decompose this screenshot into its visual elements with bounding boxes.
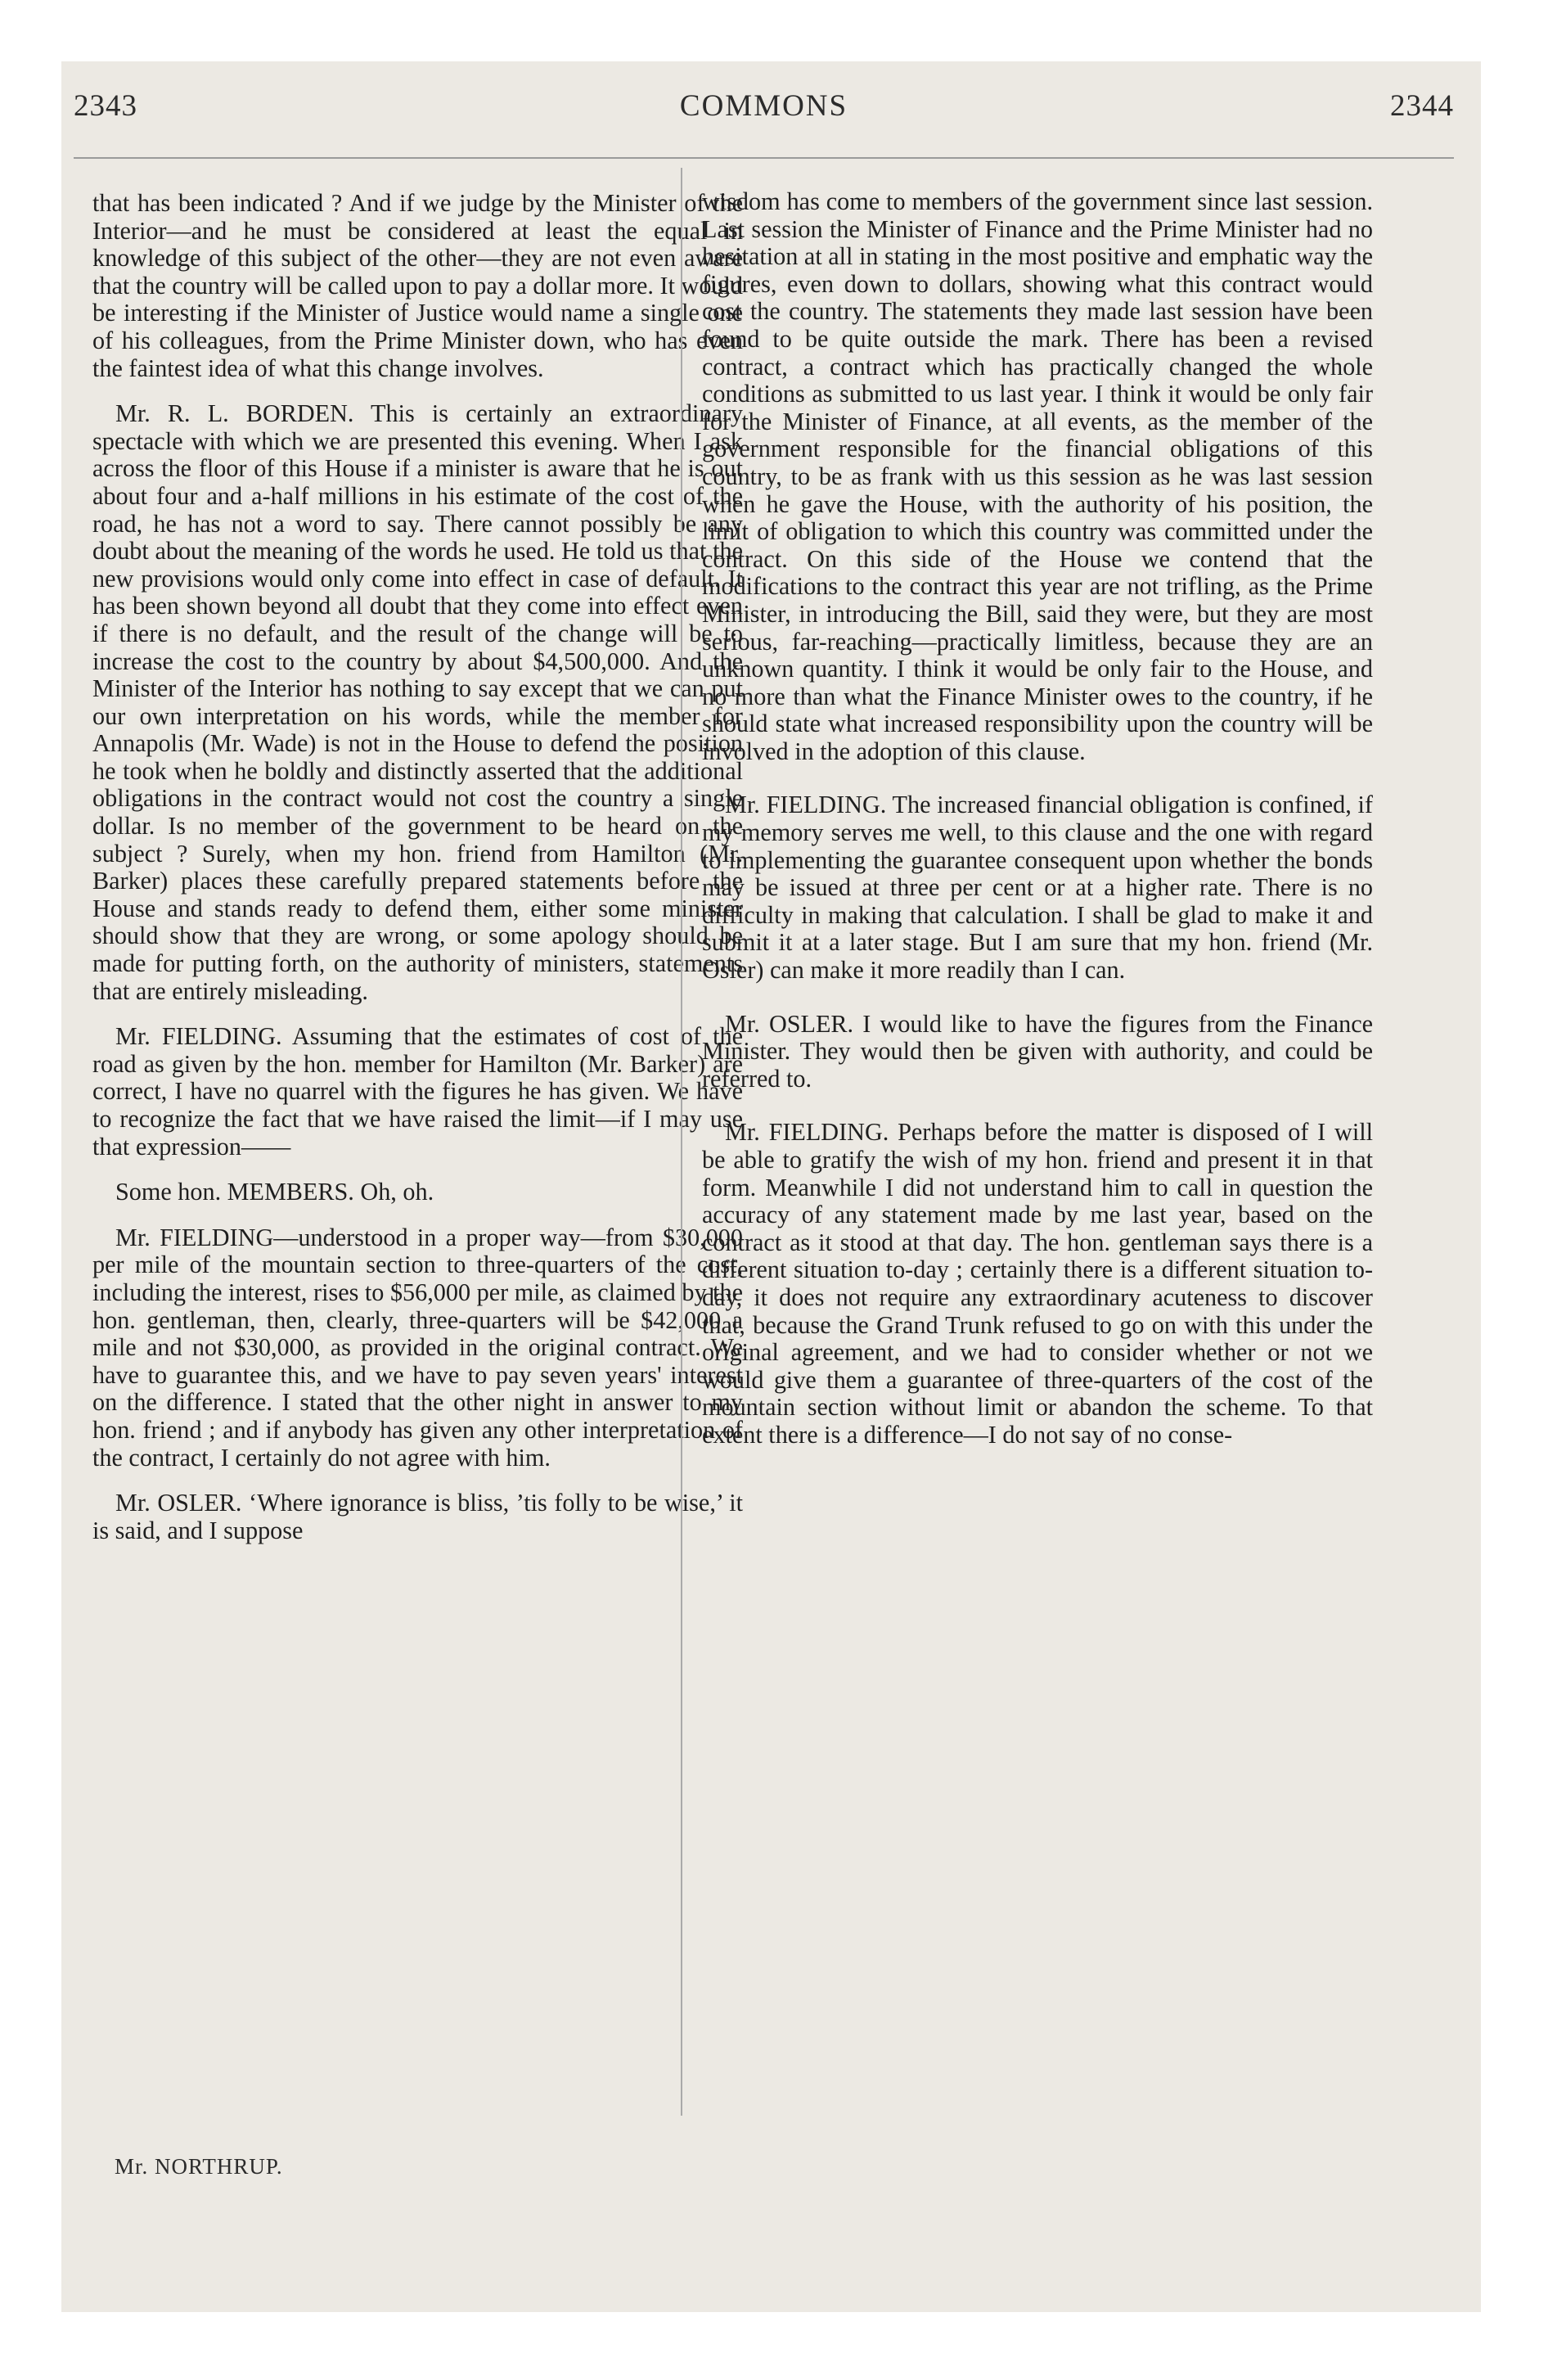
paragraph: Some hon. MEMBERS. Oh, oh.: [115, 1178, 434, 1206]
left-column: [92, 190, 743, 1544]
running-head: [74, 88, 1454, 129]
paragraph: Mr. FIELDING. The increased financial obligation is confined, if my memory serves me well, to this clause and the one with regard to implementing the guarantee consequent upon whether the bonds may be issued at three per cent or at a higher rate. There is no difficulty in making that calculation. I shall be glad to make it and submit it at a later stage. But I am sure that my hon. friend (Mr. Osler) can make it more readily than I can.: [702, 791, 1373, 985]
paragraph: Mr. FIELDING. Perhaps before the matter is disposed of I will be able to gratify the wish of my hon. friend and present it in that form. Meanwhile I did not understand him to call in question the accuracy of any statement made by me last year, based on the contract as it stood at that day. The hon. gentleman says there is a different situation to-day ; certainly there is a different situation to-day, it does not require any extraordinary acuteness to discover that, because the Grand Trunk refused to go on with this under the original agreement, and we had to consider whether or not we would give them a guarantee of three-quarters of the cost of the mountain section without limit or abandon the scheme. To that extent there is a difference—I do not say of no conse-: [702, 1118, 1373, 1449]
right-column: [702, 188, 1373, 1449]
paragraph: wisdom has come to members of the government since last session. Last session the Minister of Finance and the Prime Minister had no hesitation at all in stating in the most positive and emphatic way the figures, even down to dollars, showing what this contract would cost the country. The statements they made last session have been found to be quite outside the mark. There has been a revised contract, a contract which has practically changed the whole conditions as submitted to us last year. I think it would be only fair for the Minister of Finance, at all events, as the member of the government responsible for the financial obligations of this country, to be as frank with us this session as he was last session when he gave the House, with the authority of his position, the limit of obligation to which this country was committed under the contract. On this side of the House we contend that the modifications to the contract this year are not trifling, as the Prime Minister, in introducing the Bill, said they were, but they are most serious, far-reaching—practically limitless, because they are an unknown quantity. I think it would be only fair to the House, and no more than what the Finance Minister owes to the country, if he should state what increased responsibility upon the country will be involved in the adoption of this clause.: [702, 187, 1373, 765]
paragraph: Mr. FIELDING. Assuming that the estimates of cost of the road as given by the hon. member for Hamilton (Mr. Barker) are correct, I have no quarrel with the figures he has given. We have to recognize the fact that we have raised the limit—if I may use that expression——: [92, 1022, 743, 1161]
paragraph: Mr. FIELDING—understood in a proper way—from $30,000 per mile of the mountain section to three-quarters of the cost, including the interest, rises to $56,000 per mile, as claimed by the hon. gentleman, then, clearly, three-quarters will be $42,000 a mile and not $30,000, as provided in the original contract. We have to guarantee this, and we have to pay seven years' interest on the difference. I stated that the other night in answer to my hon. friend ; and if anybody has given any other interpretation of the contract, I certainly do not agree with him.: [92, 1223, 743, 1472]
paragraph: that has been indicated ? And if we judge by the Minister of the Interior—and he must be considered at least the equal in knowledge of this subject of the other—they are not even aware that the country will be called upon to pay a dollar more. It would be interesting if the Minister of Justice would name a single one of his colleagues, from the Prime Minister down, who has even the faintest idea of what this change involves.: [92, 189, 743, 382]
page-title: COMMONS: [679, 89, 848, 123]
page-number-left: 2343: [74, 89, 137, 123]
page-number-right: 2344: [1390, 89, 1454, 123]
paragraph: Mr. OSLER. I would like to have the figures from the Finance Minister. They would then be given with authority, and could be referred to.: [702, 1009, 1373, 1093]
header-rule: [74, 157, 1454, 159]
paragraph: Mr. OSLER. ‘Where ignorance is bliss, ’tis folly to be wise,’ it is said, and I suppose: [92, 1489, 743, 1544]
footer-speaker: Mr. NORTHRUP.: [115, 2154, 283, 2179]
column-divider: [681, 168, 682, 2116]
paragraph: Mr. R. L. BORDEN. This is certainly an extraordinary spectacle with which we are presented this evening. When I ask across the floor of this House if a minister is aware that he is out about four and a-half millions in his estimate of the cost of the road, he has not a word to say. There cannot possibly be any doubt about the meaning of the words he used. He told us that the new provisions would only come into effect in case of default. It has been shown beyond all doubt that they come into effect even if there is no default, and the result of the change will be to increase the cost to the country by about $4,500,000. And the Minister of the Interior has nothing to say except that we can put our own interpretation on his words, while the member for Annapolis (Mr. Wade) is not in the House to defend the position he took when he boldly and distinctly asserted that the additional obligations in the contract would not cost the country a single dollar. Is no member of the government to be heard on the subject ? Surely, when my hon. friend from Hamilton (Mr. Barker) places these carefully prepared statements before the House and stands ready to defend them, either some minister should show that they are wrong, or some apology should be made for putting forth, on the authority of ministers, statements that are entirely misleading.: [92, 399, 743, 1005]
